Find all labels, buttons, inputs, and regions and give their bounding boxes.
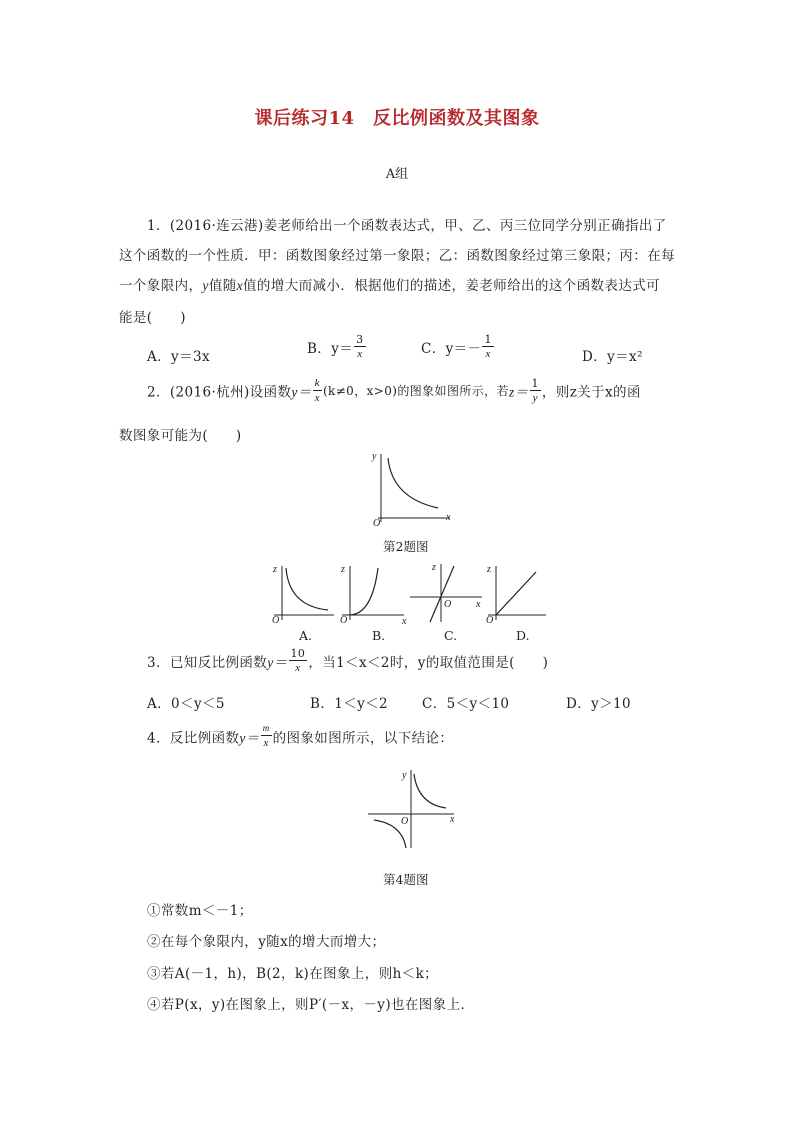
q1-line-1: 1．(2016·连云港)姜老师给出一个函数表达式，甲、乙、丙三位同学分别正确指出了 — [147, 218, 667, 234]
hyperbola-curve — [388, 458, 438, 508]
origin-label: O — [486, 615, 494, 624]
x-axis-label: x — [450, 814, 455, 825]
origin-label: O — [444, 599, 452, 610]
origin-label: O — [401, 816, 409, 827]
q4-conclusion-4: ④若P(x，y)在图象上，则P′(－x，－y)也在图象上． — [147, 997, 475, 1013]
q2-option-d-graph — [484, 562, 550, 624]
q1-option-c: C．y＝－ $\frac{1}{x}$ — [421, 333, 492, 360]
z-axis-label: z — [273, 564, 277, 575]
q2-option-b-label: B. — [372, 628, 386, 643]
q3-option-c: C．5＜y＜10 — [422, 696, 510, 712]
q2-option-b-graph — [338, 562, 410, 624]
q2-line-2: 数图象可能为( ) — [119, 428, 242, 444]
q2-main-graph — [368, 450, 458, 528]
origin-label: O — [340, 615, 348, 624]
group-heading: A组 — [385, 167, 409, 182]
q4-conclusion-2: ②在每个象限内，y随x的增大而增大； — [147, 934, 386, 950]
origin-label: O — [373, 518, 381, 528]
q3-option-a: A．0＜y＜5 — [147, 696, 225, 712]
q3-option-d: D．y＞10 — [566, 696, 632, 712]
z-axis-label: z — [487, 564, 491, 575]
page-title: 课后练习14 反比例函数及其图象 — [254, 108, 540, 129]
line — [430, 566, 454, 622]
x-axis-label: x — [446, 512, 451, 523]
z-axis-label: z — [341, 564, 345, 575]
q1-line-4: 能是( ) — [119, 310, 186, 326]
q2-option-c-label: C. — [444, 628, 458, 643]
line — [496, 572, 536, 615]
q1-option-a: A．y＝3x — [147, 349, 210, 365]
z-axis-label: z — [432, 562, 436, 573]
hyperbola-branch-first-quadrant — [414, 774, 446, 808]
y-axis-label: y — [372, 451, 377, 462]
y-axis-label: y — [402, 770, 407, 781]
q1-line-3: 一个象限内，y值随x值的增大而减小．根据他们的描述，姜老师给出的这个函数表达式可 — [119, 278, 661, 294]
q1-option-b: B．y＝ $\frac{3}{x}$ — [307, 333, 364, 360]
q4-graph — [364, 766, 460, 852]
q3-option-b: B．1＜y＜2 — [310, 696, 389, 712]
q1-line-2: 这个函数的一个性质．甲：函数图象经过第一象限；乙：函数图象经过第三象限；丙：在每 — [119, 248, 675, 264]
curve — [350, 568, 378, 615]
q2-option-c-graph — [408, 560, 484, 624]
q4-conclusion-1: ①常数m＜－1； — [147, 903, 253, 919]
x-axis-label: x — [402, 616, 407, 624]
q2-option-a-label: A. — [299, 628, 313, 643]
q4-figure-caption: 第4题图 — [383, 872, 429, 887]
curve — [286, 568, 328, 610]
q2-figure-caption: 第2题图 — [383, 539, 429, 554]
q2-line-1: 2．(2016·杭州)设函数y＝ $\frac{k}{x}$ (k≠0，x>0)的图象如图所示，若z＝ $\frac{1}{y}$ ，则z关于x的函 — [147, 376, 641, 404]
q4-conclusion-3: ③若A(－1，h)，B(2，k)在图象上，则h＜k； — [147, 966, 439, 982]
q2-option-a-graph — [268, 562, 338, 624]
q2-option-d-label: D. — [516, 628, 530, 643]
origin-label: O — [272, 615, 280, 624]
x-axis-label: x — [476, 599, 481, 610]
q3-line-1: 3．已知反比例函数y＝ $\frac{10}{x}$ ，当1＜x＜2时，y的取值范围是( ) — [147, 647, 549, 674]
q1-option-d: D．y＝x² — [582, 349, 643, 365]
q4-line-1: 4．反比例函数y＝ $\frac{m}{x}$ 的图象如图所示，以下结论： — [147, 723, 454, 749]
